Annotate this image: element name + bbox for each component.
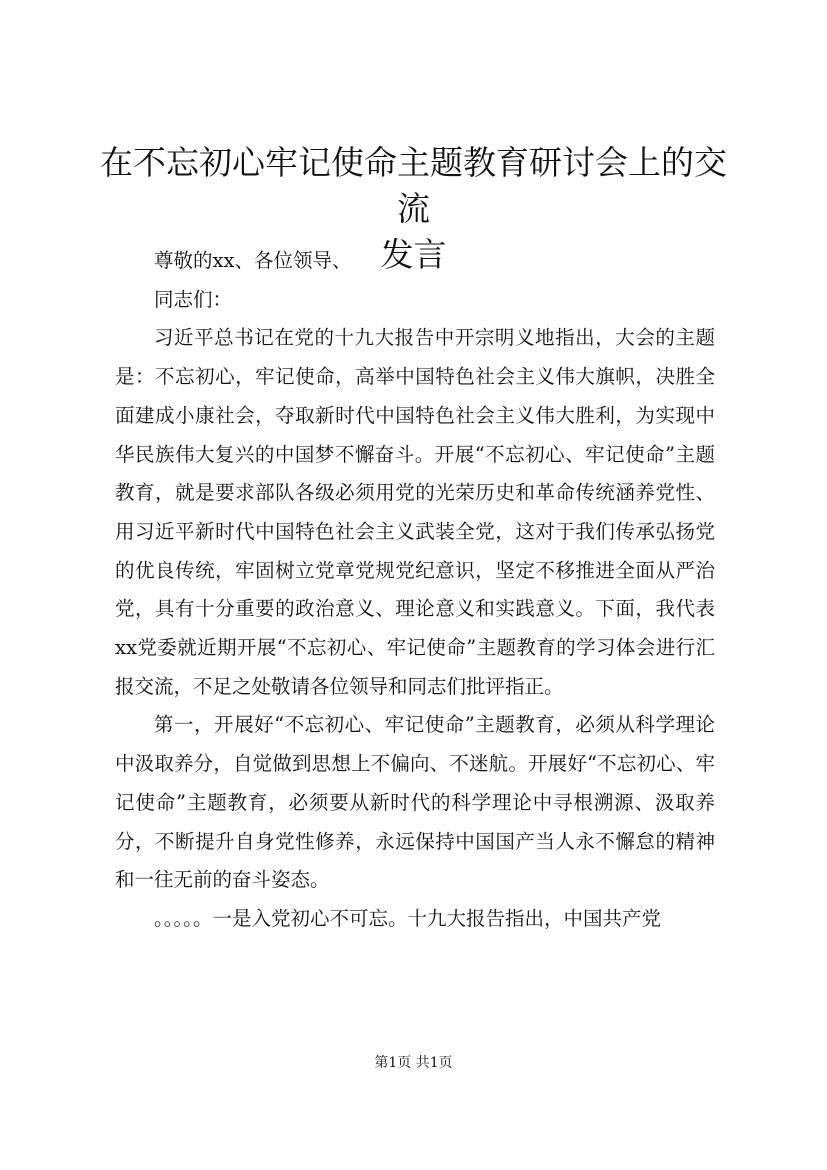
paragraph-intro: 习近平总书记在党的十九大报告中开宗明义地指出，大会的主题是：不忘初心，牢记使命，高举中国特色社会主义伟大旗帜，决胜全面建成小康社会，夺取新时代中国特色社会主义伟大胜利，为实现中华民族伟大复兴的中国梦不懈奋斗。开展“不忘初心、牢记使命”主题教育，就是要求部队各级必须用党的光荣历史和革命传统涵养党性、用习近平新时代中国特色社会主义武装全党，这对于我们传承弘扬党的优良传统，牢固树立党章党规党纪意识，坚定不移推进全面从严治党，具有十分重要的政治意义、理论意义和实践意义。下面，我代表xx党委就近期开展“不忘初心、牢记使命”主题教育的学习体会进行汇报交流，不足之处敬请各位领导和同志们批评指正。	[115, 326, 715, 698]
salutation-line-1: 尊敬的xx、各位领导、	[154, 249, 352, 272]
document-body	[115, 242, 715, 939]
title-line-1: 在不忘初心牢记使命主题教育研讨会上的交流	[100, 143, 727, 228]
page-footer: 第1页 共1页	[374, 1055, 453, 1071]
paragraph-sub-point: 。。。。。一是入党初心不可忘。十九大报告指出，中国共产党	[154, 906, 662, 930]
paragraph-first-point: 第一，开展好“不忘初心、牢记使命”主题教育，必须从科学理论中汲取养分，自觉做到思想上不偏向、不迷航。开展好“不忘初心、牢记使命”主题教育，必须要从新时代的科学理论中寻根溯源、汲取养分，不断提升自身党性修养，永远保持中国国产当人永不懈怠的精神和一往无前的奋斗姿态。	[115, 713, 715, 892]
title-line-2: 发言	[380, 235, 447, 274]
salutation-line-2: 同志们：	[154, 287, 233, 311]
